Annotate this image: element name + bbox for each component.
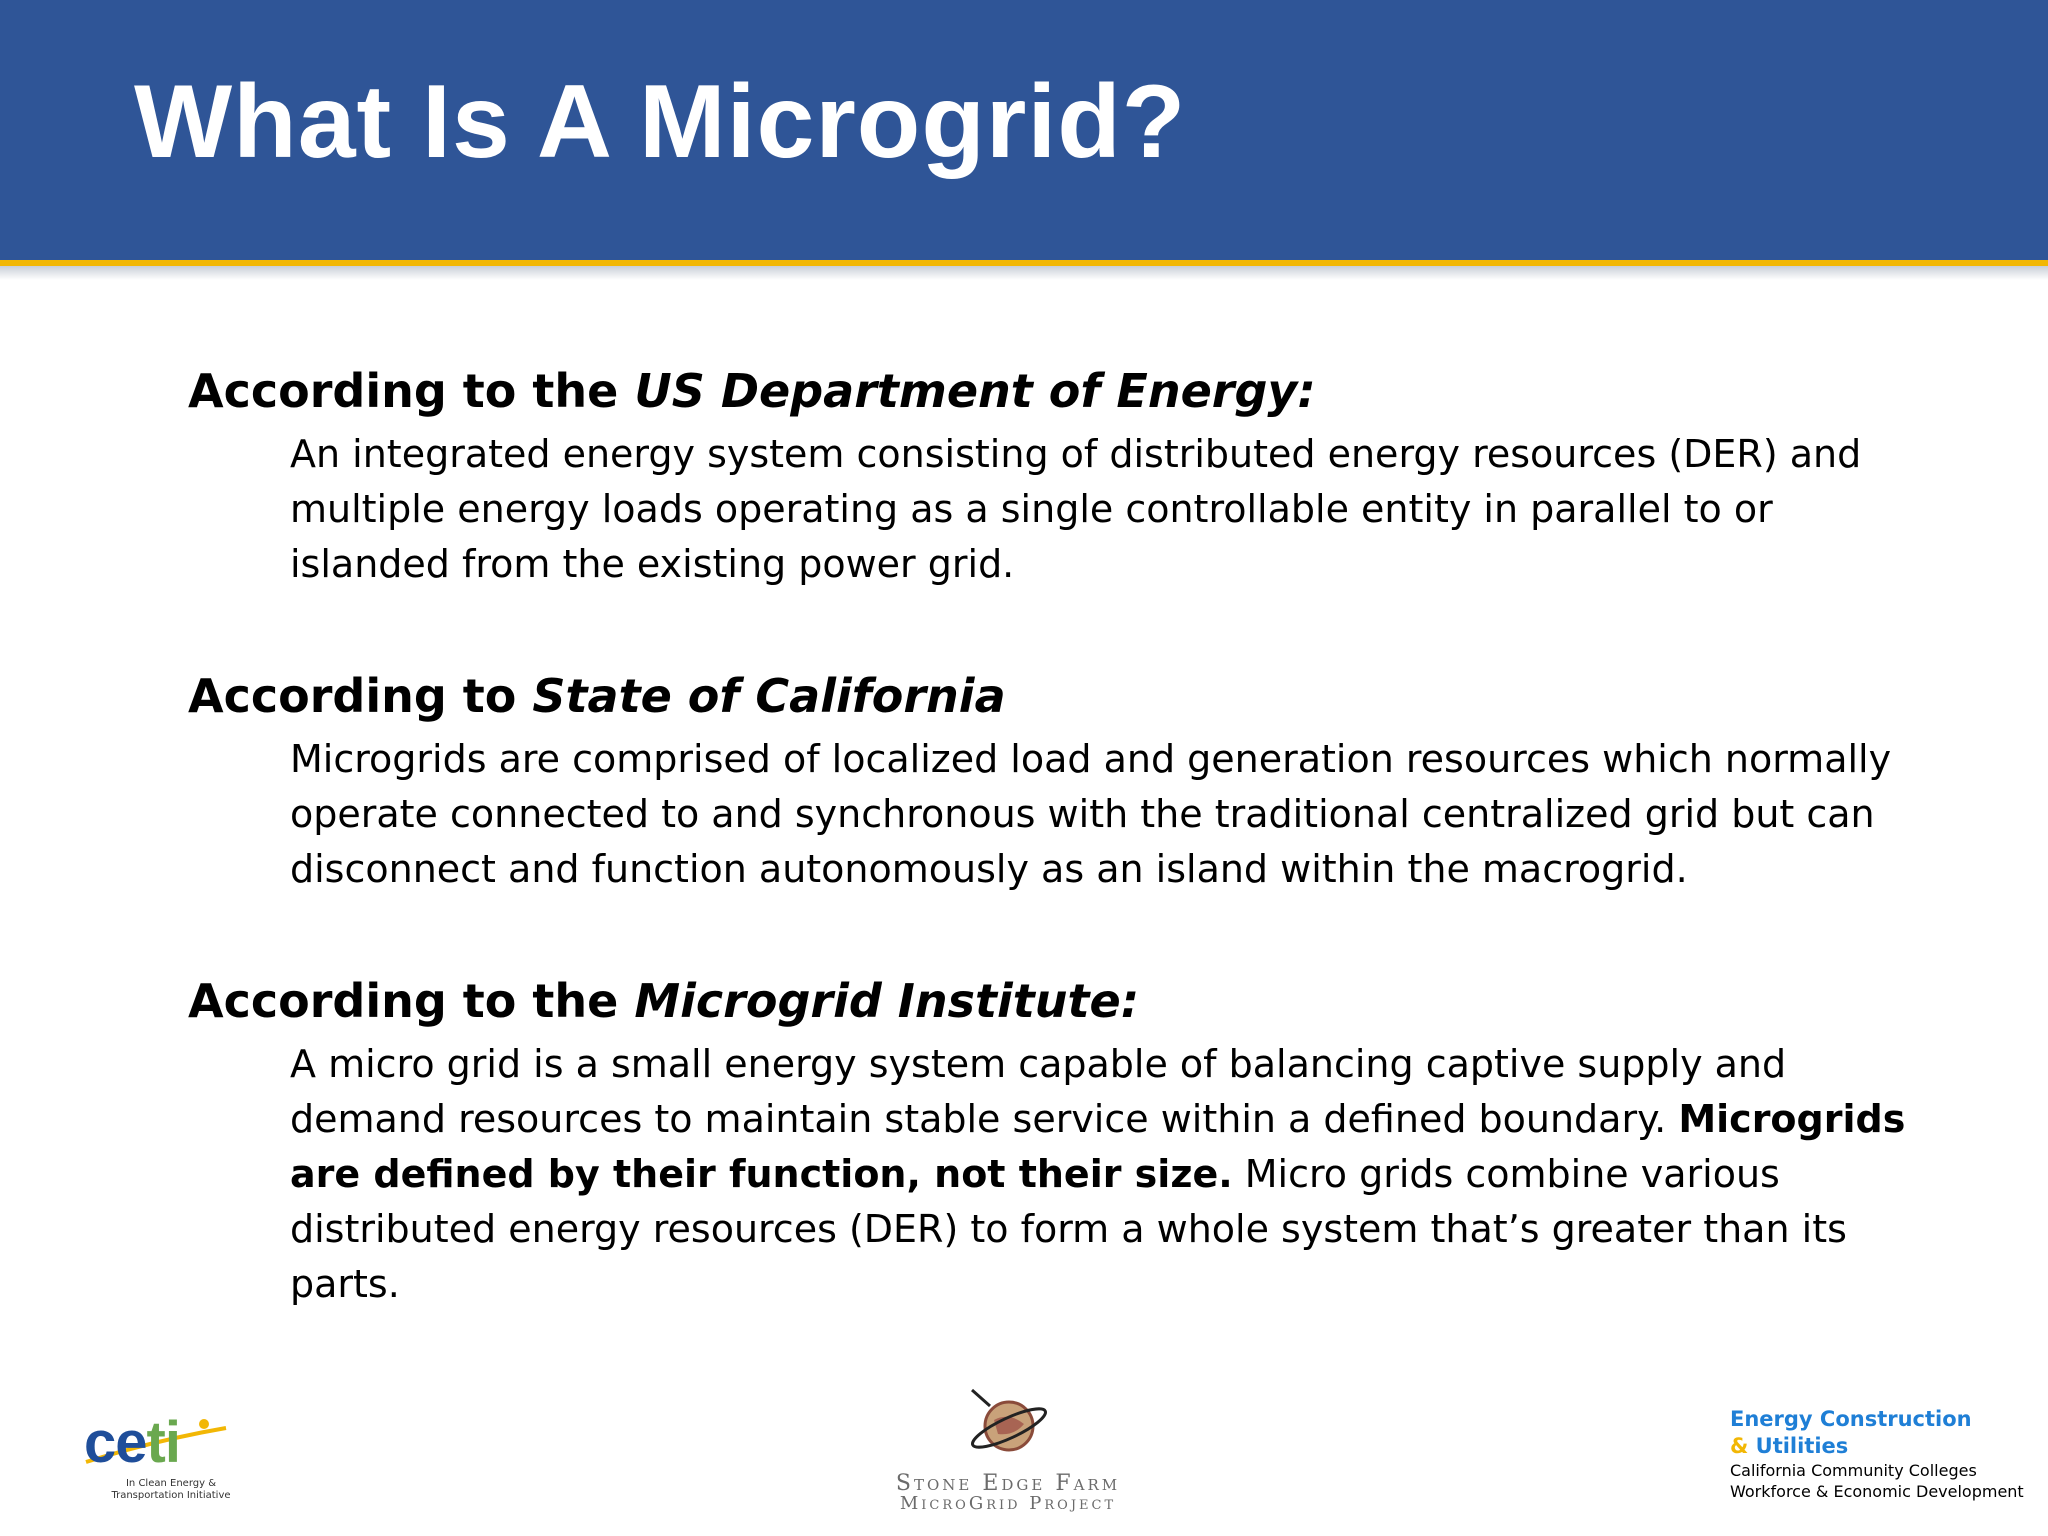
definition-text — [290, 1037, 1908, 1312]
definition-california — [188, 660, 1908, 897]
ecu-line2: & Utilities — [1730, 1434, 1849, 1458]
title-banner — [0, 0, 2048, 260]
ecu-line4: Workforce & Economic Development — [1730, 1482, 2024, 1501]
heading-prefix: According to the — [188, 974, 635, 1028]
ecu-line3: California Community Colleges — [1730, 1461, 1977, 1480]
ceti-wordmark: ceti — [84, 1410, 180, 1475]
definition-text-part2: Micro grids combine various distributed energy resources (DER) to form a whole system that’s greater than its parts. — [290, 1152, 1847, 1306]
definition-doe — [188, 355, 1908, 592]
definition-text-emphasis: Microgrids are defined by their function, not their size. — [290, 1097, 1906, 1196]
ceti-tagline: In Clean Energy & Transportation Initiative — [111, 1478, 231, 1501]
heading-source: US Department of Energy: — [634, 364, 1316, 418]
heading-prefix: According to — [188, 669, 533, 723]
definition-heading — [188, 965, 1908, 1037]
banner-shadow — [0, 266, 2048, 280]
globe-emblem-icon — [964, 1384, 1054, 1464]
ecu-logo — [1730, 1406, 2030, 1506]
definition-text: An integrated energy system consisting of distributed energy resources (DER) and multiple energy loads operating as a single controllable entity in parallel to or islanded from the existing power grid. — [290, 432, 1862, 586]
heading-source: Microgrid Institute: — [634, 974, 1140, 1028]
definitions-list — [188, 355, 1908, 1380]
ecu-line1: Energy Construction — [1730, 1407, 1972, 1431]
stone-edge-subtitle: MicroGrid Project — [899, 1493, 1117, 1514]
stone-edge-farm-logo — [868, 1384, 1148, 1524]
definition-text-part1: A micro grid is a small energy system capable of balancing captive supply and demand resources to maintain stable service within a defined boundary. — [290, 1042, 1787, 1141]
heading-prefix: According to the — [188, 364, 635, 418]
ceti-logo — [76, 1410, 236, 1510]
slide-title: What Is A Microgrid? — [134, 64, 1187, 180]
definition-microgrid-institute — [188, 965, 1908, 1312]
stone-edge-name: Stone Edge Farm — [895, 1471, 1121, 1496]
heading-source: State of California — [532, 669, 1006, 723]
definition-text: Microgrids are comprised of localized load and generation resources which normally operate connected to and synchronous with the traditional centralized grid but can disconnect and function autonomously as an island within the macrogrid. — [290, 737, 1892, 891]
definition-heading — [188, 355, 1908, 427]
definition-heading — [188, 660, 1908, 732]
